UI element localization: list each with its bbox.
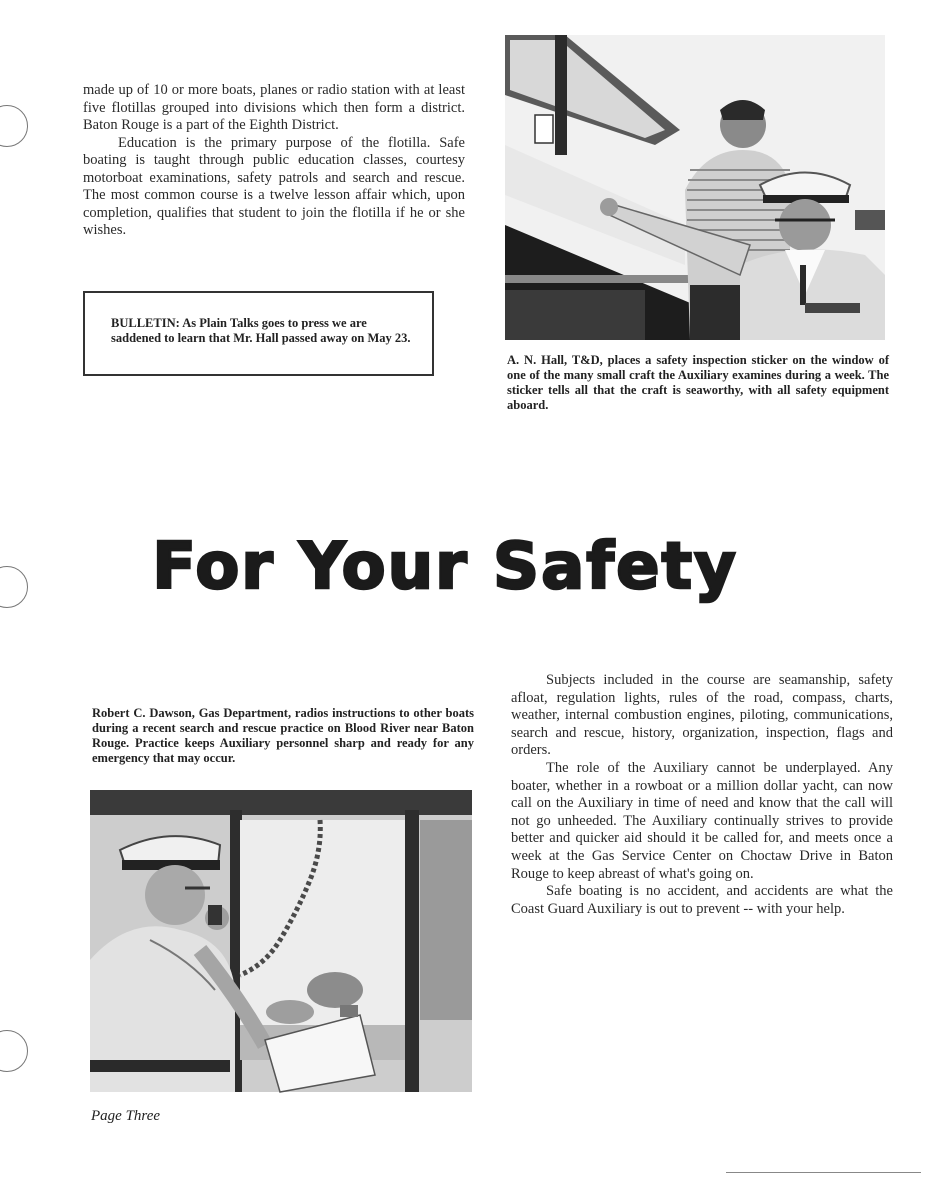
article-paragraph: The role of the Auxiliary cannot be underplayed. Any boater, whether in a rowboat or a million dollar yacht, can now call on the Auxiliary in time of need and know that the call will not go unheeded. The Auxiliary continually strives to provide better and quicker aid should it be called for, and meets once a week at the Gas Service Center on Choctaw Drive in Baton Rouge to keep abreast of what's going on.: [511, 759, 893, 882]
headline-text: For Your Safety: [152, 530, 738, 604]
photo-inspection-sticker: [505, 35, 885, 340]
article-paragraph: Safe boating is no accident, and accidents are what the Coast Guard Auxiliary is out to prevent -- with your help.: [511, 883, 893, 917]
article-text-right: [511, 672, 893, 918]
photo-radio-operator: [90, 790, 472, 1092]
binder-hole-middle: [0, 566, 28, 608]
footer-rule: [726, 1172, 921, 1173]
article-paragraph: made up of 10 or more boats, planes or radio station with at least five flotillas grouped into divisions which then form a district. Baton Rouge is a part of the Eighth District.: [83, 82, 465, 133]
article-paragraph: Education is the primary purpose of the flotilla. Safe boating is taught through public education classes, courtesy motorboat examinations, safety patrols and search and rescue. The most common course is a twelve lesson affair which, upon completion, qualifies that student to join the flotilla if he or she wishes.: [83, 134, 465, 238]
bulletin-text: BULLETIN: As Plain Talks goes to press we are saddened to learn that Mr. Hall passed away on May 23.: [111, 316, 411, 345]
binder-hole-top: [0, 105, 28, 147]
article-text-top: [83, 82, 465, 240]
bulletin-box: [83, 291, 434, 376]
photo-inspection-caption: A. N. Hall, T&D, places a safety inspection sticker on the window of one of the many small craft the Auxiliary examines during a week. The sticker tells all that the craft is seaworthy, with all safety equipment aboard.: [507, 353, 889, 412]
article-paragraph: Subjects included in the course are seamanship, safety afloat, regulation lights, rules of the road, compass, charts, weather, internal combustion engines, piloting, communications, search and rescue, history, organization, inspection, flags and orders.: [511, 672, 893, 759]
headline: [152, 508, 738, 608]
binder-hole-bottom: [0, 1030, 28, 1072]
photo-radio-caption: Robert C. Dawson, Gas Department, radios instructions to other boats during a recent search and rescue practice on Blood River near Baton Rouge. Practice keeps Auxiliary personnel sharp and ready for any emergency that may occur.: [92, 706, 474, 765]
page-number: Page Three: [91, 1108, 161, 1124]
